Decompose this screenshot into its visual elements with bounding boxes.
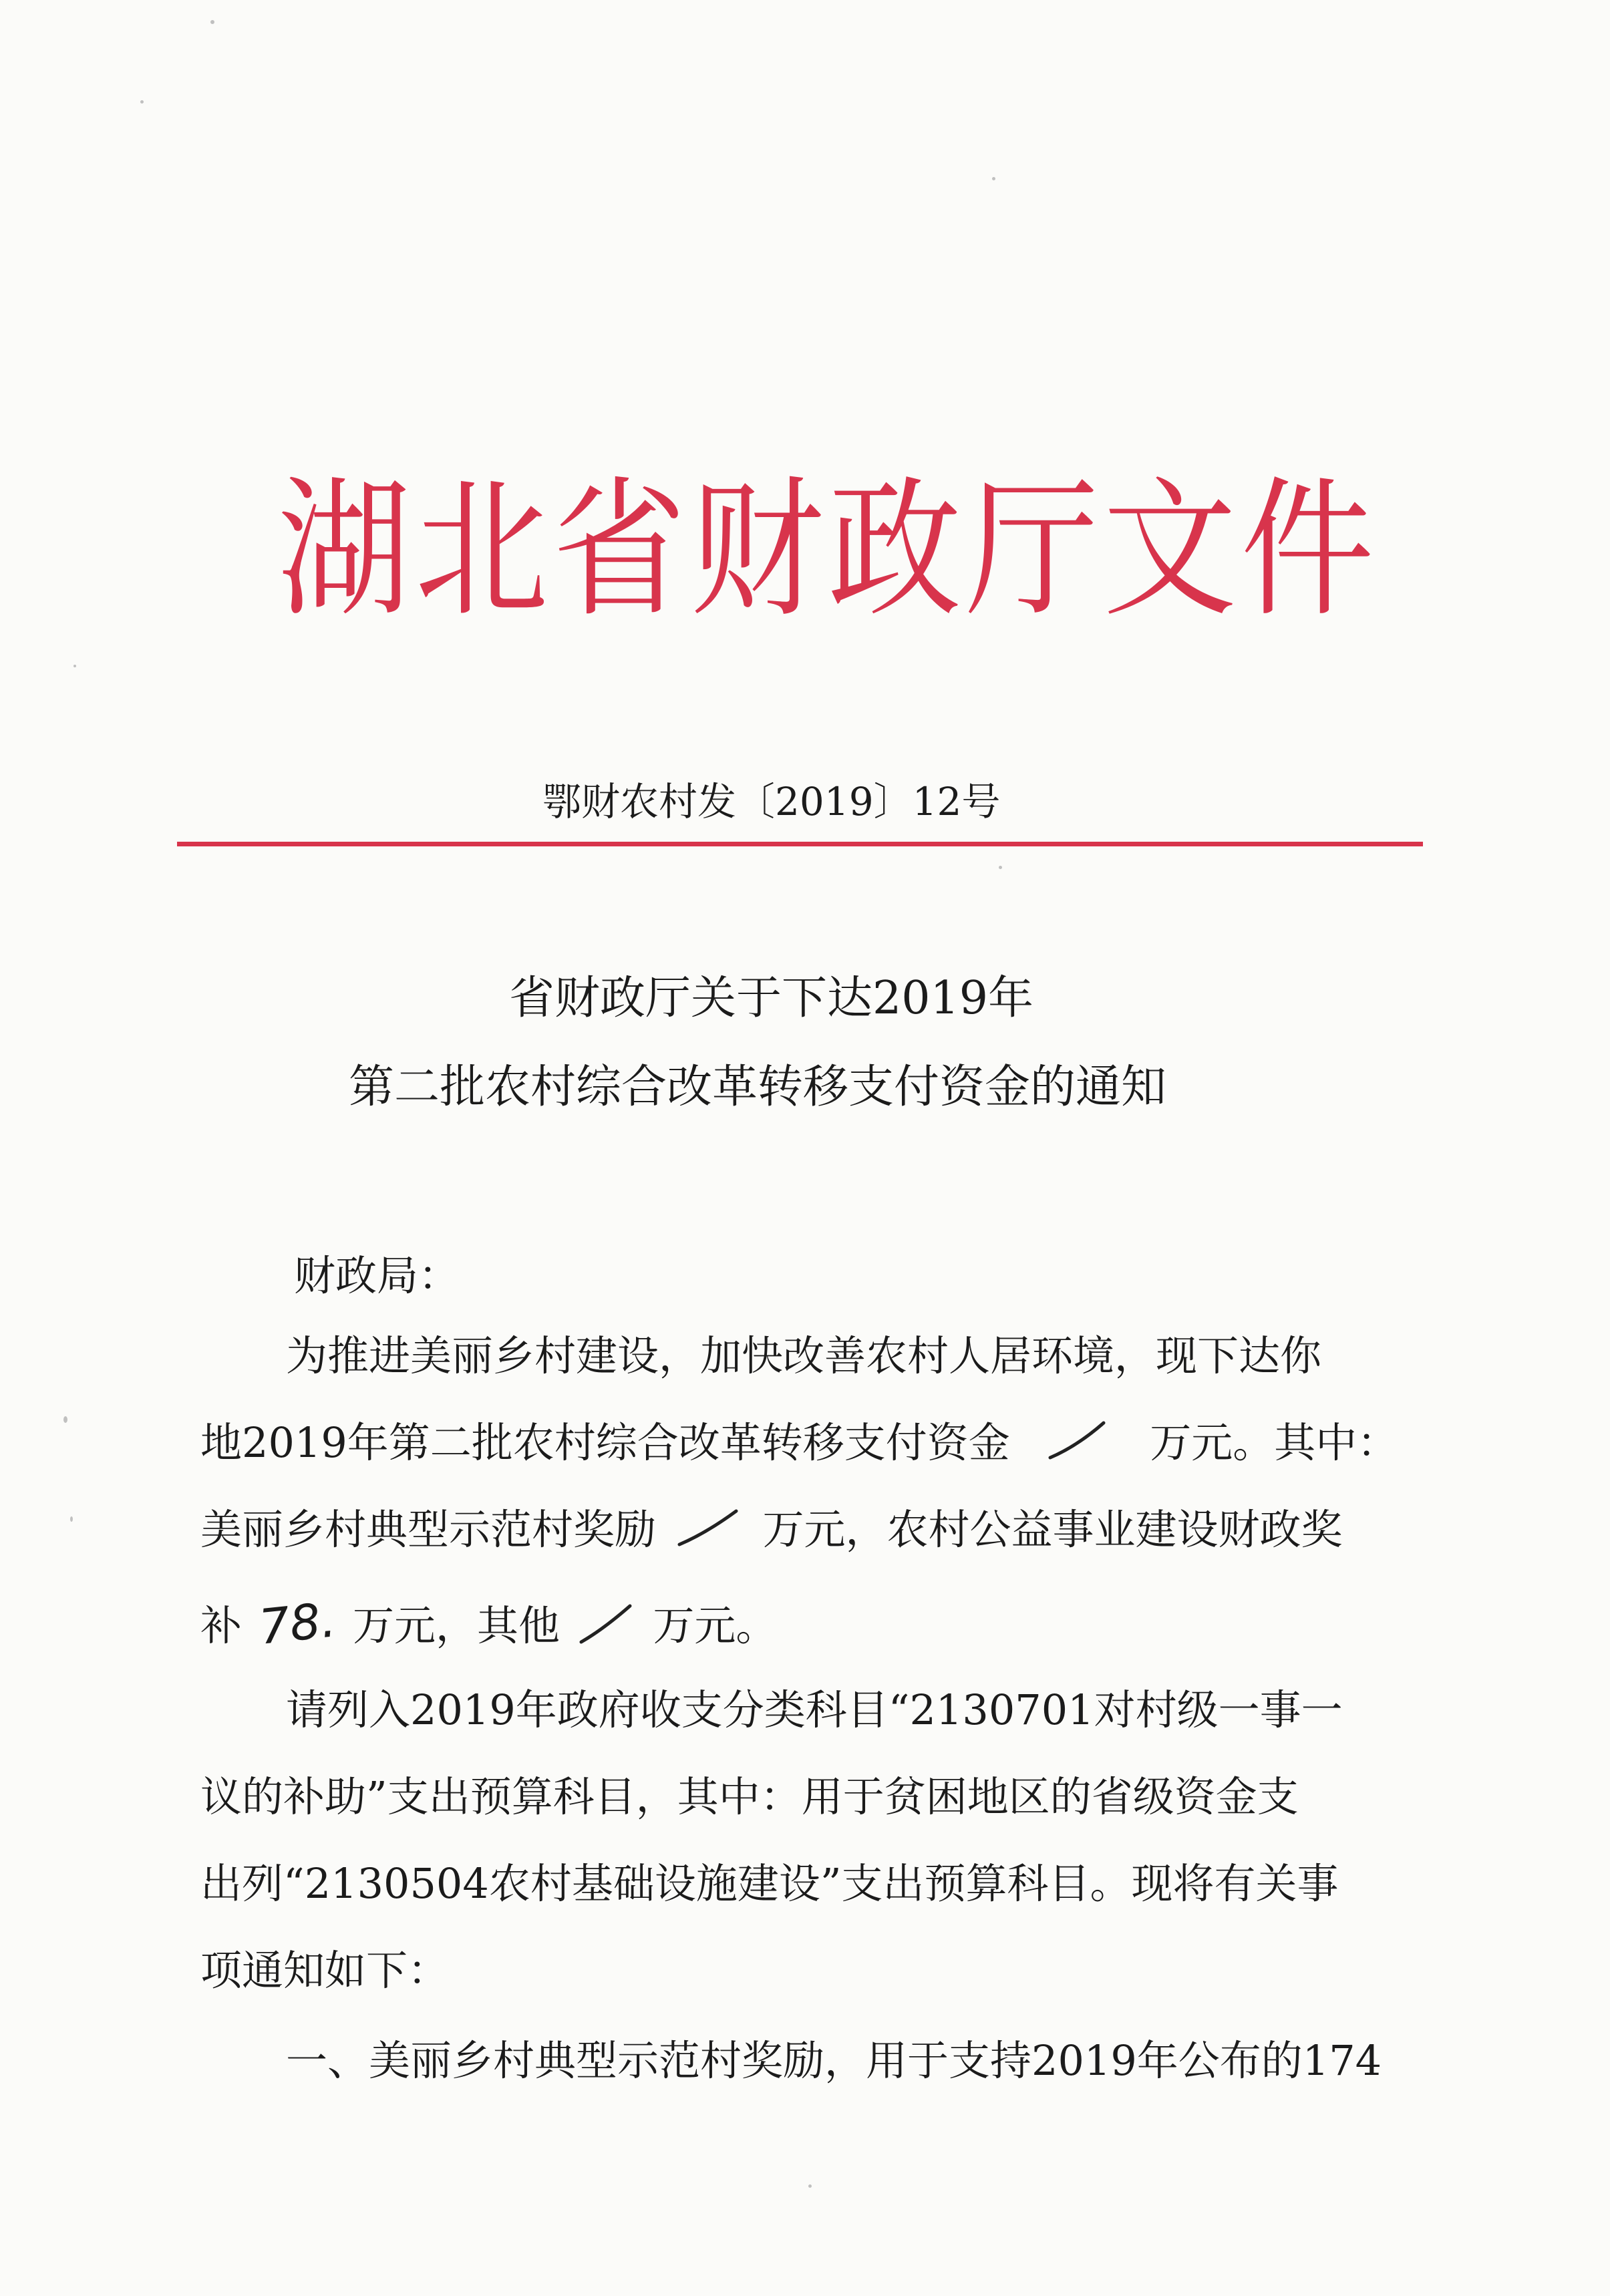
paragraph-2-line-2: 议的补助”支出预算科目，其中：用于贫困地区的省级资金支	[200, 1772, 1299, 1821]
paragraph-1-line-3	[200, 1500, 1342, 1563]
notice-title-line-1: 省财政厅关于下达2019年	[509, 972, 1034, 1025]
scan-speck	[63, 1416, 67, 1423]
scan-speck	[992, 177, 995, 180]
scan-speck	[210, 20, 214, 24]
paragraph-1-line-3-text: 美丽乡村典型示范村奖励	[200, 1505, 657, 1554]
notice-title-line-2: 第二批农村综合改革转移支付资金的通知	[349, 1061, 1167, 1114]
handwritten-slash-mark	[669, 1503, 750, 1563]
scan-speck	[808, 2184, 812, 2188]
paragraph-1-line-2-text: 地2019年第二批农村综合改革转移支付资金	[200, 1418, 1010, 1467]
paragraph-1-line-2-tail: 万元。其中：	[1150, 1418, 1399, 1467]
paragraph-1-line-4-mid: 万元，其他	[352, 1601, 560, 1650]
handwritten-slash-mark	[573, 1599, 640, 1659]
scan-speck	[140, 100, 144, 104]
paragraph-1-line-4-tail: 万元。	[653, 1601, 778, 1650]
handwritten-amount: 78.	[256, 1591, 339, 1655]
document-number: 鄂财农村发〔2019〕12号	[542, 779, 1001, 824]
paragraph-1-line-4	[200, 1593, 777, 1659]
paragraph-2-line-4: 项通知如下：	[200, 1946, 450, 1995]
scan-speck	[73, 665, 76, 667]
handwritten-slash-mark	[1023, 1416, 1137, 1476]
red-divider-line	[177, 842, 1423, 846]
paragraph-2-line-1: 请列入2019年政府收支分类科目“2130701对村级一事一	[286, 1685, 1343, 1734]
paragraph-1-line-1: 为推进美丽乡村建设，加快改善农村人居环境，现下达你	[286, 1331, 1322, 1380]
scan-speck	[70, 1516, 73, 1522]
issuer-header-title: 湖北省财政厅文件	[277, 463, 1379, 638]
paragraph-1-line-3-tail: 万元，农村公益事业建设财政奖	[762, 1505, 1343, 1554]
scan-speck	[999, 866, 1002, 869]
paragraph-1-line-4-prefix: 补	[200, 1601, 243, 1650]
paragraph-2-line-3: 出列“2130504农村基础设施建设”支出预算科目。现将有关事	[200, 1859, 1339, 1908]
paragraph-1-line-2	[200, 1413, 1398, 1476]
salutation: 财政局：	[294, 1251, 460, 1300]
paragraph-3-line-1: 一、美丽乡村典型示范村奖励，用于支持2019年公布的174	[286, 2036, 1382, 2085]
